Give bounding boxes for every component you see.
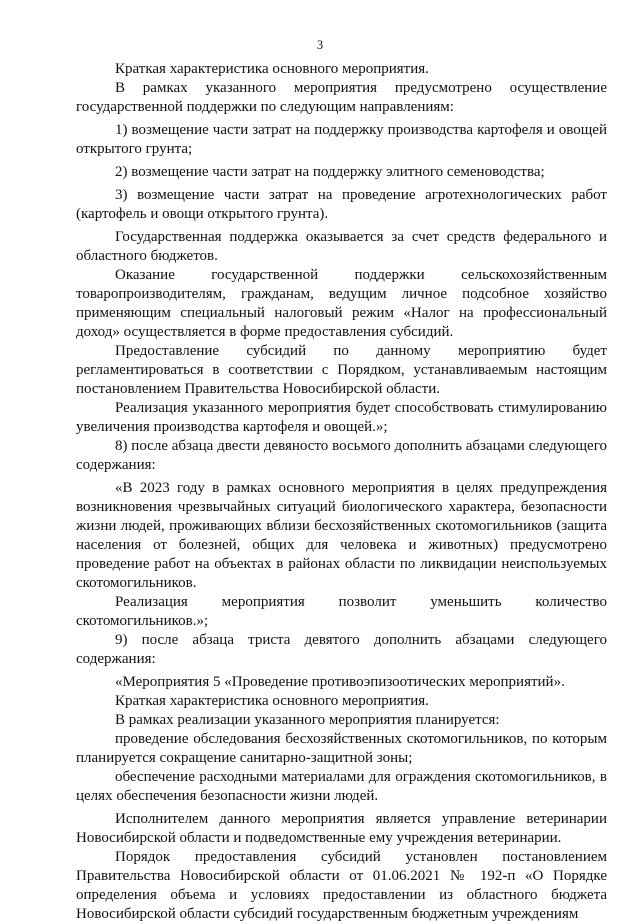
paragraph: Краткая характеристика основного мероприятия. [115,61,429,77]
paragraph: Оказание государственной поддержки сельскохозяйственным товаропроизводителям, гражданам, ведущим личное подсобное хозяйство применяющим специальный налоговый режим «Налог на профессиональный доход» осуществляется в форме предоставления субсидий. [76,267,607,340]
list-item: 2) возмещение части затрат на поддержку элитного семеноводства; [115,164,545,180]
paragraph: «В 2023 году в рамках основного мероприятия в целях предупреждения возникновения чрезвычайных ситуаций биологического характера, безопасности жизни людей, проживающих вблизи бесхозяйственных скотомогильников (защита населения от болезней, общих для человека и животных) предусмотрено проведение работ на объектах в районах области по ликвидации неиспользуемых скотомогильников. [76,480,607,591]
paragraph: Реализация указанного мероприятия будет способствовать стимулированию увеличения производства картофеля и овощей.»; [76,400,607,435]
paragraph: Порядок предоставления субсидий установлен постановлением Правительства Новосибирской области от 01.06.2021 № 192-п «О Порядке определения объема и условиях предоставлении из областного бюджета Новосибирской области субсидий государственным бюджетным учреждениям [76,849,607,922]
paragraph: проведение обследования бесхозяйственных скотомогильников, по которым планируется сокращение санитарно-защитной зоны; [76,731,607,766]
paragraph: Исполнителем данного мероприятия является управление ветеринарии Новосибирской области и подведомственные ему учреждения ветеринарии. [76,811,607,846]
section-heading: «Мероприятия 5 «Проведение противоэпизоотических мероприятий». [115,674,565,690]
paragraph: Предоставление субсидий по данному мероприятию будет регламентироваться в соответствии с Порядком, устанавливаемым настоящим постановлением Правительства Новосибирской области. [76,343,607,397]
paragraph: обеспечение расходными материалами для ограждения скотомогильников, в целях обеспечения безопасности жизни людей. [76,769,607,804]
paragraph: Реализация мероприятия позволит уменьшить количество скотомогильников.»; [76,594,607,629]
paragraph: В рамках указанного мероприятия предусмотрено осуществление государственной поддержки по следующим направлениям: [76,80,607,115]
page-number: 3 [316,38,324,52]
amendment-item: 9) после абзаца триста девятого дополнить абзацами следующего содержания: [76,632,607,667]
paragraph: В рамках реализации указанного мероприятия планируется: [115,712,500,728]
list-item: 1) возмещение части затрат на поддержку производства картофеля и овощей открытого грунта; [76,122,607,157]
document-body [76,60,607,924]
paragraph: Краткая характеристика основного мероприятия. [115,693,429,709]
paragraph: Государственная поддержка оказывается за счет средств федерального и областного бюджетов. [76,229,607,264]
list-item: 3) возмещение части затрат на проведение агротехнологических работ (картофель и овощи открытого грунта). [76,187,607,222]
amendment-item: 8) после абзаца двести девяносто восьмого дополнить абзацами следующего содержания: [76,438,607,473]
